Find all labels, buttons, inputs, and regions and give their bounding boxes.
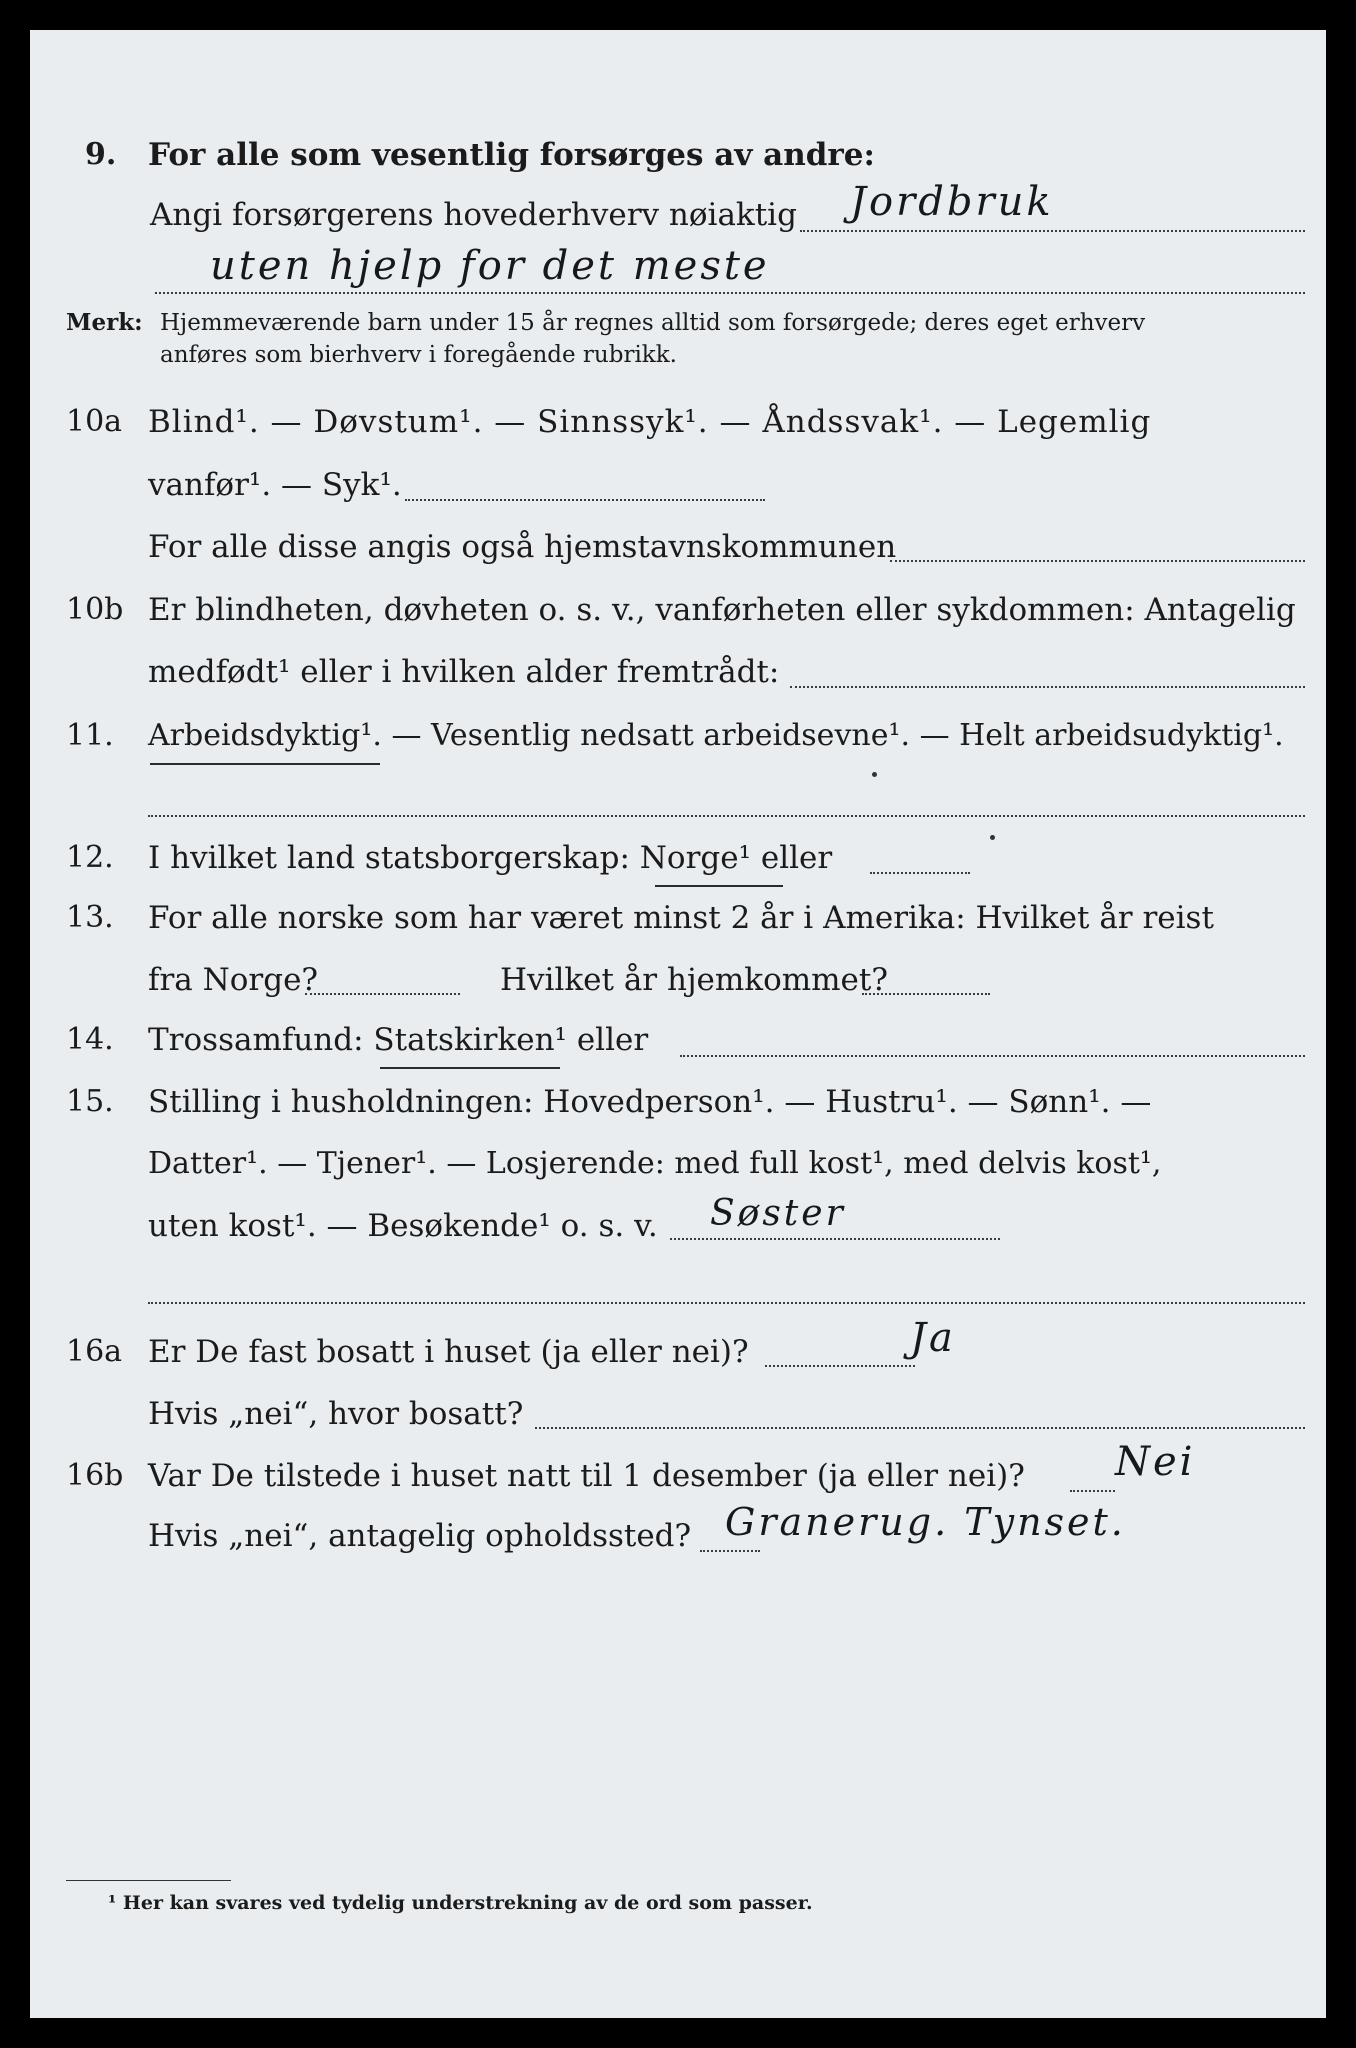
census-form-page (30, 30, 1326, 2018)
q10a-line-3: For alle disse angis også hjemstavnskommunen (148, 529, 897, 565)
q16b-answer-line (1070, 1490, 1115, 1492)
q9-handwritten-answer-2: uten hjelp for det meste (210, 243, 770, 289)
q9-prompt: Angi forsørgerens hovederhverv nøiaktig (150, 197, 797, 233)
q11-line-1: Arbeidsdyktig¹. — Vesentlig nedsatt arbeidsevne¹. — Helt arbeidsudyktig¹. (148, 718, 1284, 753)
q16a-number: 16a (66, 1334, 123, 1369)
q14-pen-underline (380, 1067, 560, 1069)
q16a-answer-line (765, 1365, 915, 1367)
q16b-line-1: Var De tilstede i huset natt til 1 desember (ja eller nei)? (148, 1458, 1025, 1494)
ink-dot (872, 772, 877, 777)
q15-line-2: Datter¹. — Tjener¹. — Losjerende: med full kost¹, med delvis kost¹, (148, 1146, 1162, 1181)
q13-line-2b: Hvilket år hjemkommet? (500, 962, 888, 998)
q12-pen-underline (655, 885, 783, 887)
q16b-opholdssted-line (700, 1550, 760, 1552)
q16b-line-2: Hvis „nei“, antagelig opholdssted? (148, 1518, 692, 1554)
q10a-line-1: Blind¹. — Døvstum¹. — Sinnssyk¹. — Åndssvak¹. — Legemlig (148, 404, 1152, 440)
q12-answer-line (870, 872, 970, 874)
q9-answer-line-2 (155, 292, 1305, 294)
q16a-line-2: Hvis „nei“, hvor bosatt? (148, 1396, 524, 1432)
q16b-handwritten-answer-2: Granerug. Tynset. (725, 1500, 1126, 1544)
q16b-number: 16b (66, 1458, 124, 1493)
merk-line-1: Hjemmeværende barn under 15 år regnes alltid som forsørgede; deres eget erhverv (160, 310, 1146, 336)
ink-dot (990, 835, 995, 840)
q11-number: 11. (66, 718, 114, 753)
q10b-answer-line (790, 686, 1305, 688)
q13-line-1: For alle norske som har været minst 2 år i Amerika: Hvilket år reist (148, 900, 1214, 936)
q15-line-1: Stilling i husholdningen: Hovedperson¹. — Hustru¹. — Sønn¹. — (148, 1084, 1152, 1120)
q9-answer-line (800, 230, 1305, 232)
q10a-number: 10a (66, 404, 123, 439)
q13-line-2a: fra Norge? (148, 962, 319, 998)
q13-number: 13. (66, 900, 114, 935)
q14-line-1: Trossamfund: Statskirken¹ eller (148, 1022, 649, 1058)
q9-heading: For alle som vesentlig forsørges av andre: (148, 137, 875, 173)
q14-answer-line (680, 1055, 1305, 1057)
q11-answer-line (148, 815, 1305, 817)
q10b-number: 10b (66, 592, 124, 627)
q15-line-3: uten kost¹. — Besøkende¹ o. s. v. (148, 1208, 658, 1244)
q10a-answer-line (405, 499, 765, 501)
q10a-kommune-line (890, 560, 1305, 562)
q13-reist-line (305, 993, 460, 995)
q12-number: 12. (66, 840, 114, 875)
q9-handwritten-answer-1: Jordbruk (850, 179, 1054, 225)
q13-hjemkommet-line (862, 993, 990, 995)
footnote: ¹ Her kan svares ved tydelig understrekning av de ord som passer. (108, 1892, 813, 1914)
q10a-line-2: vanfør¹. — Syk¹. (148, 467, 402, 503)
q9-number: 9. (85, 137, 117, 172)
q15-answer-line (670, 1238, 1000, 1240)
q16a-handwritten-answer: Ja (910, 1315, 956, 1361)
q12-line-1: I hvilket land statsborgerskap: Norge¹ eller (148, 840, 833, 876)
q15-answer-line-2 (148, 1302, 1305, 1304)
q15-handwritten-answer: Søster (710, 1193, 846, 1234)
q14-number: 14. (66, 1022, 114, 1057)
q10b-line-1: Er blindheten, døvheten o. s. v., vanførheten eller sykdommen: Antagelig (148, 592, 1296, 628)
merk-line-2: anføres som bierhverv i foregående rubrikk. (160, 342, 677, 368)
q16b-handwritten-answer: Nei (1115, 1439, 1196, 1485)
merk-label: Merk: (66, 309, 143, 336)
q15-number: 15. (66, 1084, 114, 1119)
q16a-line-1: Er De fast bosatt i huset (ja eller nei)? (148, 1334, 749, 1370)
footnote-rule (66, 1880, 231, 1881)
q11-pen-underline (150, 763, 380, 765)
q10b-line-2: medfødt¹ eller i hvilken alder fremtrådt: (148, 654, 780, 690)
q16a-bosatt-line (535, 1427, 1305, 1429)
